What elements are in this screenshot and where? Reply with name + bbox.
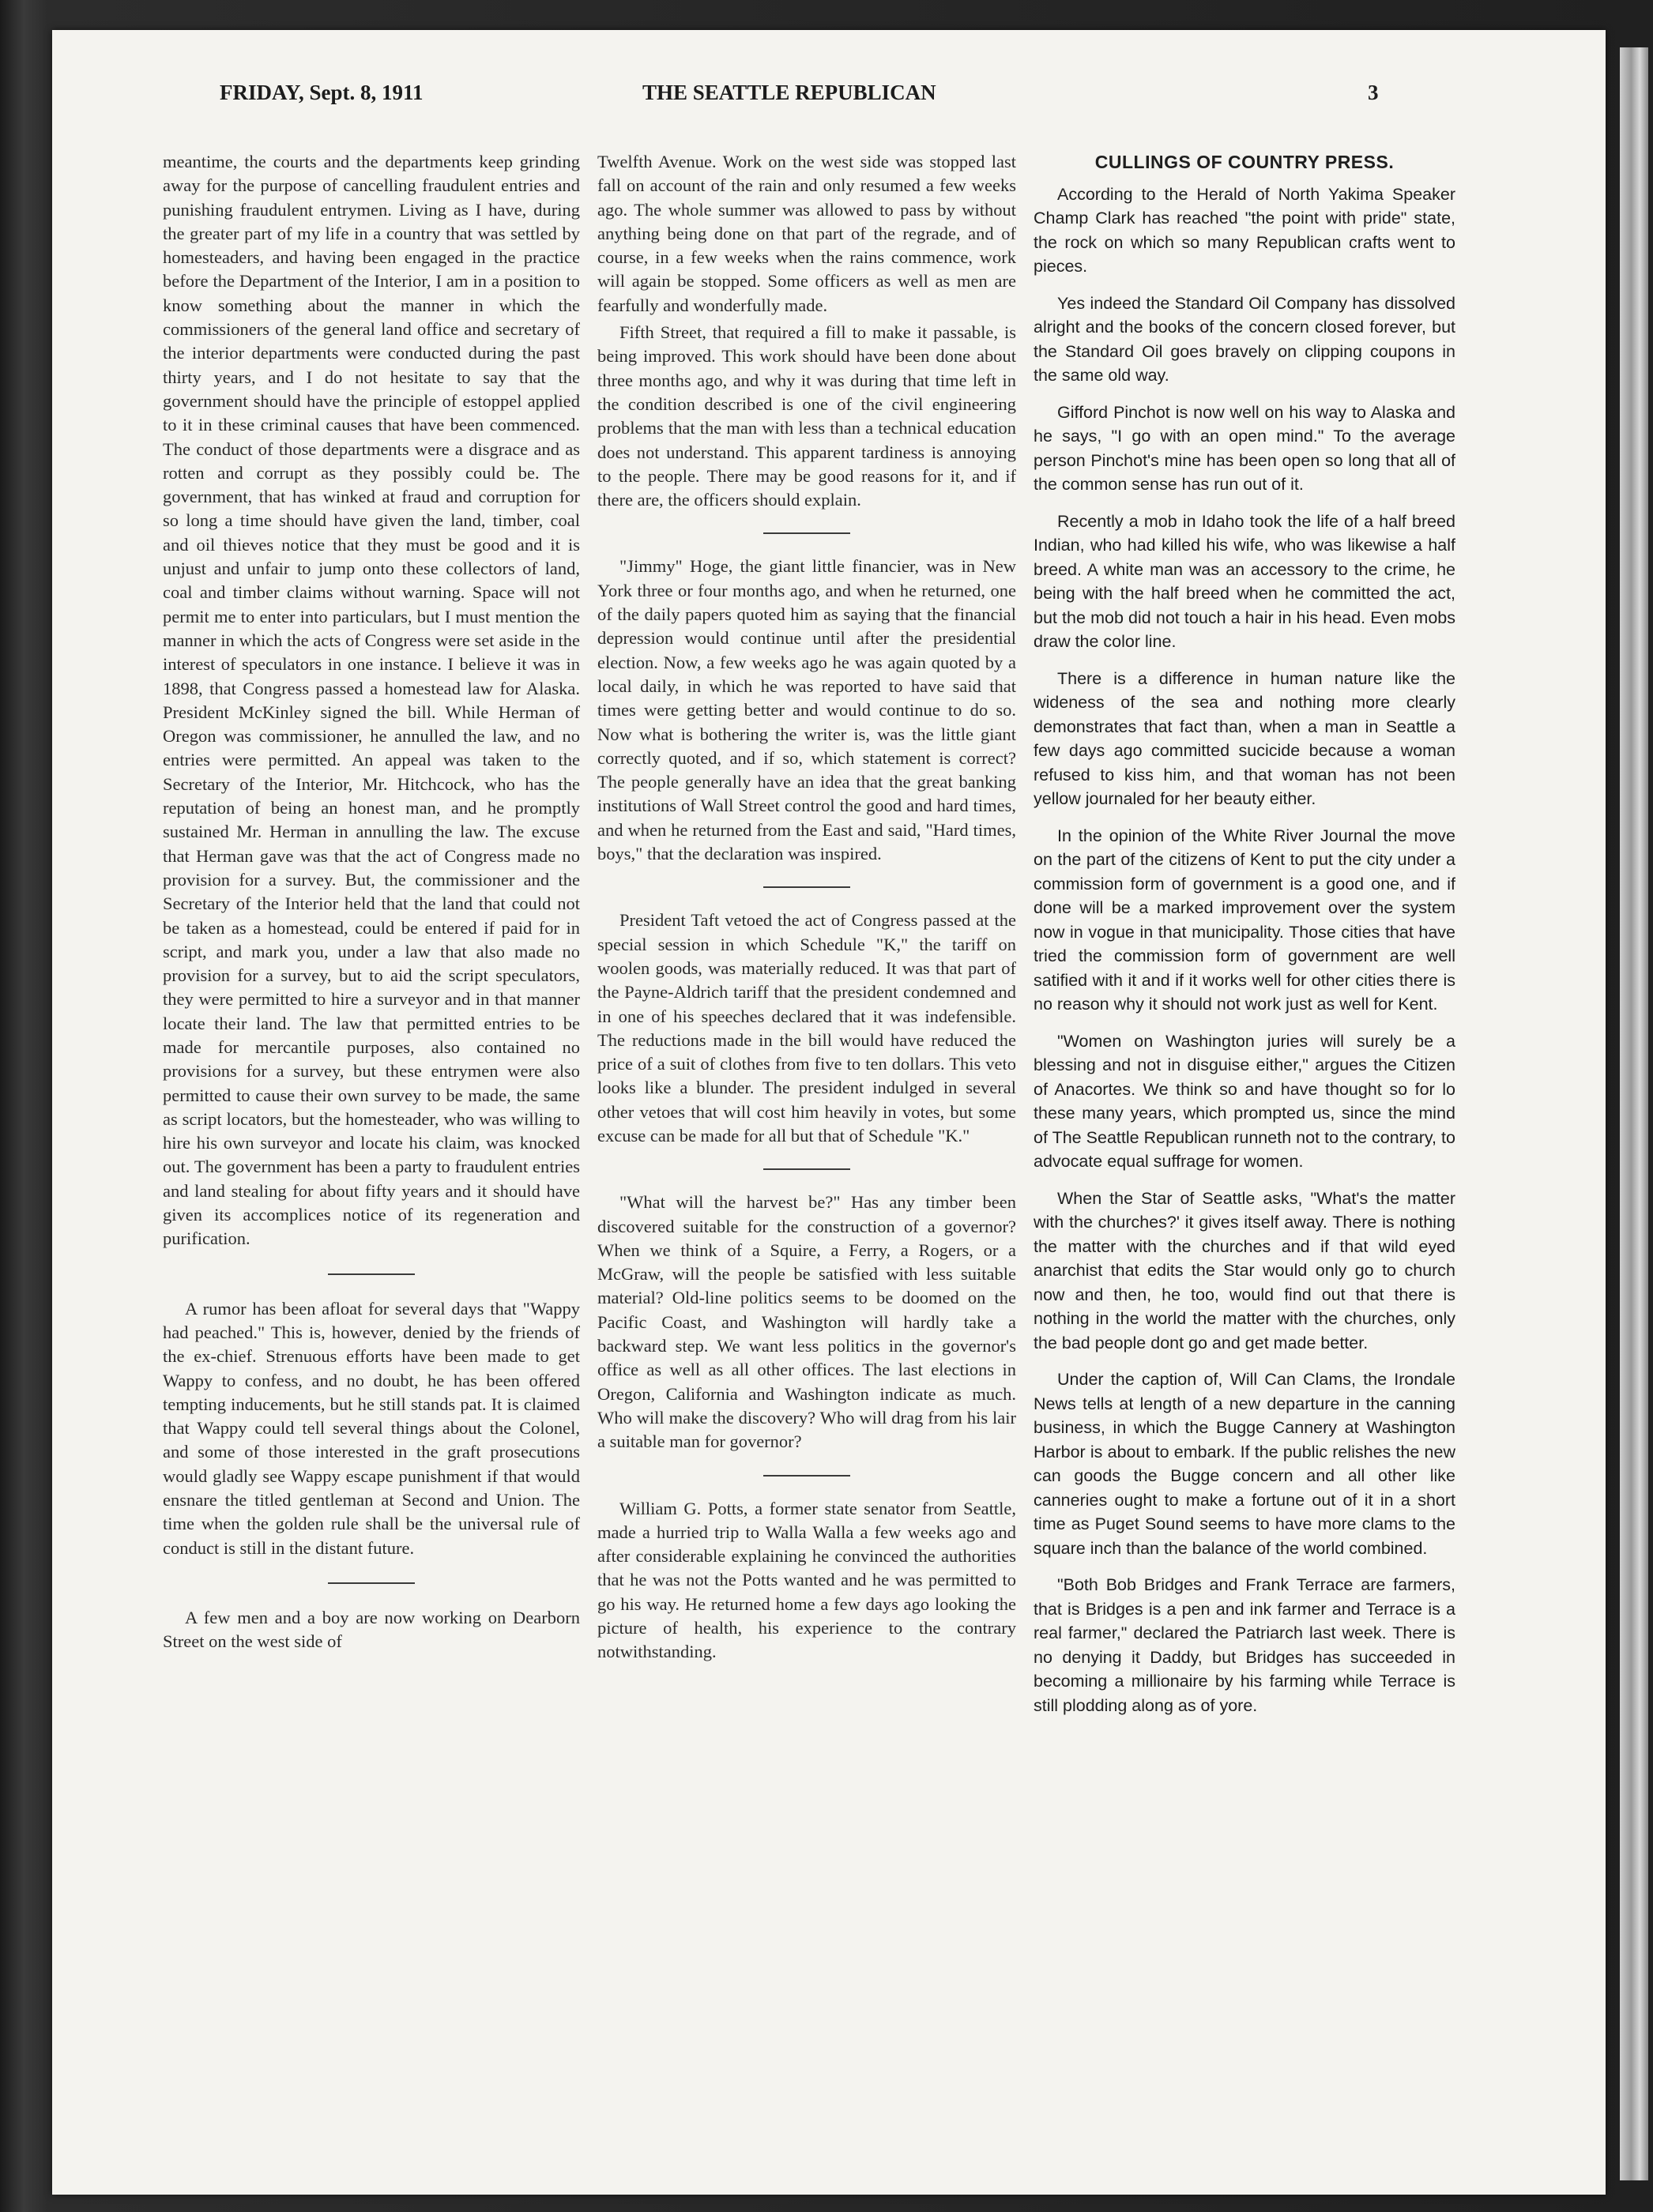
article-paragraph: When the Star of Seattle asks, "What's the matter with the churches?' it gives itself away. There is nothing the matter with the churches and if that wild eyed anarchist that edits the Star would only go to church now and then, he too, would find out that there is nothing in the world the matter with the churches, only the bad people dont go and get made better. bbox=[1034, 1188, 1455, 1352]
article-paragraph: "Women on Washington juries will surely be a blessing and not in disguise either," argues the Citizen of Anacortes. We think so and have thought so for lo these many years, which prompted us, since the mind of The Seattle Republican runneth not to the contrary, to advocate equal suffrage for women. bbox=[1034, 1031, 1455, 1171]
article-paragraph: Recently a mob in Idaho took the life of a half breed Indian, who had killed his wife, who was likewise a half breed. A white man was an accessory to the crime, he being with the half breed when he committed the act, but the mob did not touch a hair in his head. Even mobs draw the color line. bbox=[1034, 511, 1455, 651]
separator-rule bbox=[763, 1475, 850, 1477]
section-heading: CULLINGS OF COUNTRY PRESS. bbox=[1094, 152, 1395, 172]
article-paragraph: "Both Bob Bridges and Frank Terrace are farmers, that is Bridges is a pen and ink farmer and Terrace is a real farmer," declared the Patriarch last week. There is no denying it Daddy, but Bridges has succeeded in becoming a millionaire by his farming while Terrace is still plodding along as of yore. bbox=[1034, 1575, 1455, 1715]
column-2 bbox=[597, 150, 1016, 1665]
article-paragraph: "What will the harvest be?" Has any timber been discovered suitable for the construction of a governor? When we think of a Squire, a Ferry, a Rogers, or a McGraw, will the people be satisfied with less suitable material? Old-line politics seems to be doomed on the Pacific Coast, and Washington will hardly take a backward step. We want less politics in the governor's office as well as all other offices. The last elections in Oregon, California and Washington indicate as much. Who will make the discovery? Who will drag from his lair a suitable man for governor? bbox=[597, 1192, 1016, 1452]
separator-rule bbox=[328, 1273, 415, 1275]
article-paragraph: There is a difference in human nature like the wideness of the sea and nothing more clearly demonstrates that fact than, when a man in Seattle a few days ago committed sucicide because a woman refused to kiss him, and that woman has not been yellow journaled for her beauty either. bbox=[1034, 668, 1455, 808]
separator-rule bbox=[763, 1168, 850, 1170]
article-paragraph: "Jimmy" Hoge, the giant little financier, was in New York three or four months ago, and when he returned, one of the daily papers quoted him as saying that the financial depression would continue until after the presidential election. Now, a few weeks ago he was again quoted by a local daily, in which he was reported to have said that times were getting better and would continue to do so. Now what is bothering the writer is, was the little giant correctly quoted, and if so, which statement is correct? The people generally have an idea that the great banking institutions of Wall Street control the good and hard times, and when he returned from the East and said, "Hard times, boys," that the declaration was inspired. bbox=[597, 556, 1016, 864]
page-edge bbox=[1620, 47, 1648, 2180]
article-paragraph: Under the caption of, Will Can Clams, the Irondale News tells at length of a new departure in the canning business, in which the Bugge Cannery at Washington Harbor is about to embark. If the public relishes the new can goods the Bugge concern and all other like canneries ought to make a fortune out of it in a short time as Puget Sound seems to have more clams to the square inch than the balance of the world combined. bbox=[1034, 1370, 1455, 1558]
separator-rule bbox=[763, 886, 850, 888]
newspaper-title: THE SEATTLE REPUBLICAN bbox=[642, 81, 936, 104]
article-paragraph: A few men and a boy are now working on Dearborn Street on the west side of bbox=[163, 1607, 580, 1652]
issue-date: FRIDAY, Sept. 8, 1911 bbox=[220, 81, 424, 104]
article-paragraph: Yes indeed the Standard Oil Company has dissolved alright and the books of the concern closed forever, but the Standard Oil goes bravely on clipping coupons in the same old way. bbox=[1034, 293, 1455, 385]
article-paragraph: A rumor has been afloat for several days that "Wappy had peached." This is, however, denied by the friends of the ex-chief. Strenuous efforts have been made to get Wappy to confess, and no doubt, he has been offered tempting inducements, but he still stands pat. It is claimed that Wappy could tell several things about the Colonel, and some of those interested in the graft prosecutions would gladly see Wappy escape punishment if that would ensnare the titled gentleman at Second and Union. The time when the golden rule shall be the universal rule of conduct is still in the distant future. bbox=[163, 1298, 580, 1558]
separator-rule bbox=[328, 1582, 415, 1584]
column-3 bbox=[1034, 150, 1455, 1717]
article-paragraph: President Taft vetoed the act of Congress passed at the special session in which Schedule "K," the tariff on woolen goods, was materially reduced. It was that part of the Payne-Aldrich tariff that the president condemned and in one of his speeches declared that it was indefensible. The reductions made in the bill would have reduced the price of a suit of clothes from five to ten dollars. This veto looks like a blunder. The president indulged in several other vetoes that will cost him heavily in votes, but some excuse can be made for all but that of Schedule "K." bbox=[597, 910, 1016, 1146]
article-paragraph: William G. Potts, a former state senator from Seattle, made a hurried trip to Walla Walla a few weeks ago and after considerable explaining he convinced the authorities that he was not the Potts wanted and he was permitted to go his way. He returned home a few days ago looking the picture of health, his experience to the contrary notwithstanding. bbox=[597, 1498, 1016, 1662]
article-paragraph: According to the Herald of North Yakima Speaker Champ Clark has reached "the point with pride" state, the rock on which so many Republican crafts went to pieces. bbox=[1034, 184, 1455, 276]
article-paragraph: Gifford Pinchot is now well on his way to Alaska and he says, "I go with an open mind." To the average person Pinchot's mine has been open so long that all of the common sense has run out of it. bbox=[1034, 402, 1455, 494]
page-header bbox=[168, 81, 1394, 112]
article-paragraph: meantime, the courts and the departments keep grinding away for the purpose of cancelling fraudulent entries and punishing fraudulent entrymen. Living as I have, during the greater part of my life in a country that was settled by homesteaders, and having been engaged in the practice before the Department of the Interior, I am in a position to know something about the manner in which the commissioners of the general land office and secretary of the interior departments were conducted during the past thirty years, and I do not hesitate to say that the government should have the principle of estoppel applied to it in these criminal causes that have been commenced. The conduct of those departments were a disgrace and as rotten and corrupt as they possibly could be. The government, that has winked at fraud and corruption for so long a time should have given the land, timber, coal and oil thieves notice that they must be good and it is unjust and unfair to jump onto these collectors of land, coal and timber claims without warning. Space will not permit me to enter into particulars, but I must mention the manner in which the acts of Congress were set aside in the interest of speculators in one instance. I believe it was in 1898, that Congress passed a homestead law for Alaska. President McKinley signed the bill. While Herman of Oregon was commissioner, he annulled the law, and no entries were permitted. An appeal was taken to the Secretary of the Interior, Mr. Hitchcock, who has the reputation of being an honest man, and he promptly sustained Mr. Herman in annulling the law. The excuse that Herman gave was that the act of Congress made no provision for a survey. But, the commissioner and the Secretary of the Interior held that the land that could not be taken as a homestead, could be entered if paid for in script, and mark you, under a law that also made no provision for a survey, but to aid the script speculators, they were permitted to hire a surveyor and in that manner locate their land. The law that permitted entries to be made for mercantile purposes, also contained no provisions for a survey, but these entrymen were also permitted to cause their own survey to be made, the same as script locators, but the homesteader, who was willing to hire his own surveyor and locate his claim, was knocked out. The government has been a party to fraudulent entries and land stealing for about fifty years and it should have given its accomplices notice of its regeneration and purification. bbox=[163, 152, 580, 1249]
article-paragraph: Fifth Street, that required a fill to make it passable, is being improved. This work should have been done about three months ago, and why it was during that time left in the condition described is one of the civil engineering problems that the man with less than a technical education does not understand. This apparent tardiness is annoying to the people. There may be good reasons for it, and if there are, the officers should explain. bbox=[597, 322, 1016, 510]
separator-rule bbox=[763, 532, 850, 534]
column-1 bbox=[163, 150, 580, 1654]
article-paragraph: In the opinion of the White River Journal the move on the part of the citizens of Kent to put the city under a commission form of government is a good one, and if done will be a marked improvement over the system now in vogue in that municipality. Those cities that have tried the commission form of government are well satified with it and if it works well for other cities there is no reason why it should not work just as well for Kent. bbox=[1034, 826, 1455, 1014]
page-number: 3 bbox=[1368, 81, 1379, 104]
article-paragraph: Twelfth Avenue. Work on the west side was stopped last fall on account of the rain and only resumed a few weeks ago. The whole summer was allowed to pass by without anything being done on that part of the regrade, and of course, in a few weeks when the rains commence, work will again be stopped. Some officers as well as men are fearfully and wonderfully made. bbox=[597, 152, 1016, 315]
